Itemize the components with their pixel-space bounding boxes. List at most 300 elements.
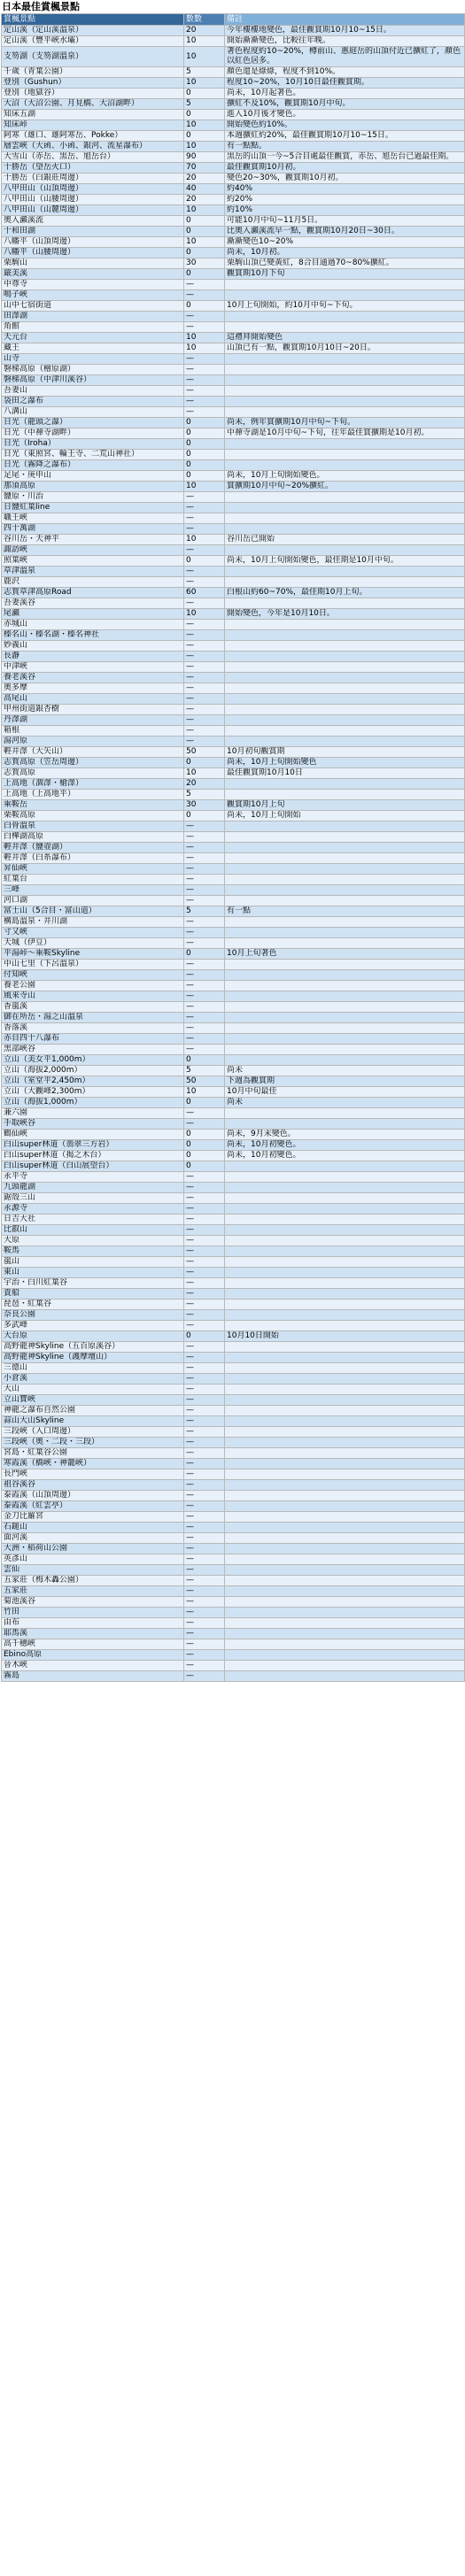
table-row — [2, 1523, 465, 1533]
count-cell: 0 — [184, 1130, 225, 1140]
count-cell: — — [184, 970, 225, 981]
table-row — [2, 1501, 465, 1512]
table-row — [2, 1013, 465, 1023]
table-row — [2, 545, 465, 556]
table-row — [2, 1639, 465, 1650]
spot-cell: 鞍馬 — [2, 1246, 184, 1257]
note-cell — [225, 694, 465, 705]
spot-cell: 鳴子峽 — [2, 290, 184, 301]
table-row — [2, 768, 465, 779]
count-cell: — — [184, 694, 225, 705]
note-cell — [225, 715, 465, 726]
count-cell: 0 — [184, 301, 225, 312]
count-cell: — — [184, 1257, 225, 1268]
spot-cell: 河口湖 — [2, 896, 184, 906]
spot-cell: 神龍之瀑布自然公園 — [2, 1406, 184, 1416]
note-cell — [225, 1013, 465, 1023]
note-cell: 這禮拜開始變色 — [225, 333, 465, 343]
table-row — [2, 269, 465, 280]
count-cell: 10 — [184, 120, 225, 131]
count-cell: 0 — [184, 1098, 225, 1108]
note-cell: 中禪寺湖是10月中旬~下旬，往年最佳賞擴期是10月初。 — [225, 428, 465, 439]
foliage-table — [1, 13, 465, 1682]
note-cell: 程度10~20%，10月10日最佳觀賞期。 — [225, 78, 465, 89]
table-row — [2, 482, 465, 492]
table-row — [2, 1183, 465, 1193]
spot-cell: 紅葉台 — [2, 875, 184, 885]
spot-cell: 大原 — [2, 1236, 184, 1246]
spot-cell: 栗駒山 — [2, 258, 184, 269]
table-row — [2, 1512, 465, 1523]
note-cell — [225, 896, 465, 906]
table-row — [2, 1130, 465, 1140]
table-row — [2, 1310, 465, 1321]
count-cell: — — [184, 1172, 225, 1183]
note-cell: 尚未，10月初。 — [225, 248, 465, 258]
spot-cell: 英彥山 — [2, 1554, 184, 1565]
spot-cell: 中津峽 — [2, 662, 184, 673]
count-cell: 10 — [184, 482, 225, 492]
count-cell: 10 — [184, 535, 225, 545]
count-cell: 5 — [184, 67, 225, 78]
count-cell: — — [184, 1586, 225, 1597]
count-cell: — — [184, 1438, 225, 1448]
table-row — [2, 1608, 465, 1618]
count-cell: 0 — [184, 811, 225, 821]
spot-cell: 鹽原・川治 — [2, 492, 184, 503]
note-cell — [225, 1501, 465, 1512]
note-cell — [225, 1225, 465, 1236]
count-cell: 10 — [184, 768, 225, 779]
spot-cell: 知床五湖 — [2, 110, 184, 120]
table-row — [2, 1108, 465, 1119]
note-cell — [225, 1544, 465, 1554]
header-spot: 賞楓景點 — [2, 14, 184, 26]
note-cell: 開始漸漸變色，比較往年晚。 — [225, 36, 465, 47]
spot-cell: 谷川岳・天神平 — [2, 535, 184, 545]
note-cell: 觀賞期10月下旬 — [225, 269, 465, 280]
spot-cell: 白樺湖高原 — [2, 832, 184, 843]
table-row — [2, 811, 465, 821]
count-cell: — — [184, 1597, 225, 1608]
count-cell: 0 — [184, 556, 225, 567]
spot-cell: 五家莊 — [2, 1586, 184, 1597]
count-cell: — — [184, 1427, 225, 1438]
spot-cell: 四十萬湖 — [2, 524, 184, 535]
spot-cell: 大洲・稻荷山公園 — [2, 1544, 184, 1554]
spot-cell: 立山（海拔2,000m） — [2, 1066, 184, 1076]
count-cell: — — [184, 683, 225, 694]
note-cell — [225, 1448, 465, 1459]
table-row — [2, 652, 465, 662]
note-cell: 最佳觀賞期10月10日 — [225, 768, 465, 779]
spot-cell: 長瀞 — [2, 652, 184, 662]
note-cell — [225, 513, 465, 524]
note-cell — [225, 322, 465, 333]
table-row — [2, 174, 465, 184]
spot-cell: 大雪山（赤岳、黒岳、旭岳台） — [2, 152, 184, 163]
note-cell — [225, 821, 465, 832]
spot-cell: 照葉峽 — [2, 556, 184, 567]
spot-cell: 職王峽 — [2, 513, 184, 524]
table-row — [2, 163, 465, 174]
spot-cell: 御在所岳・湯之山溫泉 — [2, 1013, 184, 1023]
note-cell: 10月上旬開始，約10月中旬~下旬。 — [225, 301, 465, 312]
spot-cell: 嚴美溪 — [2, 269, 184, 280]
spot-cell: 手取峽谷 — [2, 1119, 184, 1130]
count-cell: — — [184, 917, 225, 928]
spot-cell: 祖谷溪谷 — [2, 1480, 184, 1491]
count-cell: — — [184, 853, 225, 864]
table-row — [2, 1034, 465, 1045]
table-row — [2, 460, 465, 471]
count-cell: 10 — [184, 205, 225, 216]
spot-cell: 宮島・紅葉谷公園 — [2, 1448, 184, 1459]
spot-cell: 晉木峽 — [2, 1661, 184, 1671]
count-cell: — — [184, 938, 225, 949]
table-row — [2, 1278, 465, 1289]
spot-cell: 輕井澤（白糸瀑布） — [2, 853, 184, 864]
count-cell: 60 — [184, 588, 225, 598]
note-cell — [225, 375, 465, 386]
spot-cell: 山寺 — [2, 354, 184, 365]
note-cell — [225, 1491, 465, 1501]
note-cell — [225, 1172, 465, 1183]
note-cell — [225, 705, 465, 715]
table-row — [2, 1491, 465, 1501]
spot-cell: 山中七宿街道 — [2, 301, 184, 312]
table-row — [2, 1055, 465, 1066]
note-cell — [225, 885, 465, 896]
count-cell: — — [184, 1225, 225, 1236]
count-cell: — — [184, 1310, 225, 1321]
note-cell — [225, 460, 465, 471]
spot-cell: 長門峽 — [2, 1469, 184, 1480]
spot-cell: 竹田 — [2, 1608, 184, 1618]
count-cell: 0 — [184, 471, 225, 482]
table-row — [2, 492, 465, 503]
note-cell — [225, 853, 465, 864]
count-cell: — — [184, 386, 225, 397]
note-cell — [225, 652, 465, 662]
spot-cell: 天元台 — [2, 333, 184, 343]
note-cell — [225, 928, 465, 938]
count-cell: — — [184, 1384, 225, 1395]
note-cell — [225, 290, 465, 301]
note-cell: 尚未，10月上旬開始變色。 — [225, 471, 465, 482]
spot-cell: 天城（伊豆） — [2, 938, 184, 949]
spot-cell: 雲仙 — [2, 1565, 184, 1576]
note-cell — [225, 1533, 465, 1544]
note-cell — [225, 843, 465, 853]
count-cell: — — [184, 630, 225, 641]
spot-cell: 黑部峽谷 — [2, 1045, 184, 1055]
note-cell: 尚未，9月末變色。 — [225, 1130, 465, 1140]
note-cell — [225, 1406, 465, 1416]
note-cell — [225, 354, 465, 365]
note-cell: 尚未 — [225, 1066, 465, 1076]
count-cell: — — [184, 1608, 225, 1618]
table-row — [2, 1002, 465, 1013]
table-row — [2, 609, 465, 620]
table-row — [2, 875, 465, 885]
spot-cell: 支笏湖（支笏湖溫泉） — [2, 47, 184, 67]
count-cell: — — [184, 1013, 225, 1023]
note-cell — [225, 1183, 465, 1193]
spot-cell: 日光（龍頭之瀑） — [2, 418, 184, 428]
note-cell: 開始變色，今年是10月10日。 — [225, 609, 465, 620]
spot-cell: 白山super林道（揭之木台） — [2, 1151, 184, 1161]
note-cell — [225, 620, 465, 630]
table-row — [2, 397, 465, 407]
note-cell — [225, 1384, 465, 1395]
spot-cell: 高千穗峽 — [2, 1639, 184, 1650]
spot-cell: 鹿沢 — [2, 577, 184, 588]
count-cell: 10 — [184, 237, 225, 248]
count-cell: 0 — [184, 758, 225, 768]
spot-cell: 兼六園 — [2, 1108, 184, 1119]
count-cell: — — [184, 1268, 225, 1278]
spot-cell: 昇仙峽 — [2, 864, 184, 875]
count-cell: — — [184, 1002, 225, 1013]
count-cell: 0 — [184, 1140, 225, 1151]
table-row — [2, 1193, 465, 1204]
table-row — [2, 630, 465, 641]
table-row — [2, 1576, 465, 1586]
spot-cell: 磐梯高原（檜原湖） — [2, 365, 184, 375]
table-row — [2, 1257, 465, 1268]
note-cell — [225, 567, 465, 577]
spot-cell: 富士山（5合目・富山道） — [2, 906, 184, 917]
count-cell: — — [184, 885, 225, 896]
table-row — [2, 556, 465, 567]
count-cell: — — [184, 1661, 225, 1671]
table-row — [2, 524, 465, 535]
spot-cell: 日鹽紅葉line — [2, 503, 184, 513]
note-cell — [225, 1671, 465, 1682]
note-cell — [225, 832, 465, 843]
count-cell: 20 — [184, 26, 225, 36]
note-cell — [225, 1268, 465, 1278]
note-cell — [225, 1459, 465, 1469]
note-cell — [225, 450, 465, 460]
note-cell — [225, 737, 465, 747]
spot-cell: 立山（大觀峰2,300m） — [2, 1087, 184, 1098]
spot-cell: 香嵐溪 — [2, 1002, 184, 1013]
count-cell: 0 — [184, 1161, 225, 1172]
note-cell — [225, 683, 465, 694]
count-cell: 20 — [184, 174, 225, 184]
note-cell — [225, 630, 465, 641]
spot-cell: 日光（東照宮、輪王寺、二荒山神社） — [2, 450, 184, 460]
table-row — [2, 407, 465, 418]
note-cell: 最佳觀賞期10月初。 — [225, 163, 465, 174]
count-cell: — — [184, 513, 225, 524]
note-cell — [225, 1300, 465, 1310]
note-cell — [225, 1278, 465, 1289]
table-row — [2, 1353, 465, 1363]
count-cell: 40 — [184, 184, 225, 195]
table-row — [2, 1066, 465, 1076]
spot-cell: 丹澤湖 — [2, 715, 184, 726]
table-row — [2, 78, 465, 89]
table-row — [2, 567, 465, 577]
table-row — [2, 758, 465, 768]
spot-cell: 高野龍神Skyline（護摩壇山） — [2, 1353, 184, 1363]
spot-cell: 榛名山・榛名湖・榛名神社 — [2, 630, 184, 641]
table-row — [2, 1597, 465, 1608]
note-cell — [225, 1236, 465, 1246]
spot-cell: 登別（Gushun） — [2, 78, 184, 89]
spot-cell: 菊池溪谷 — [2, 1597, 184, 1608]
table-row — [2, 428, 465, 439]
count-cell: — — [184, 652, 225, 662]
note-cell — [225, 492, 465, 503]
table-row — [2, 885, 465, 896]
count-cell: 0 — [184, 949, 225, 960]
spot-cell: 霧島 — [2, 1671, 184, 1682]
note-cell — [225, 1342, 465, 1353]
count-cell: 70 — [184, 163, 225, 174]
note-cell — [225, 1353, 465, 1363]
table-row — [2, 237, 465, 248]
count-cell: — — [184, 1501, 225, 1512]
note-cell: 尚未，10月起著色。 — [225, 89, 465, 99]
spot-cell: 八溝山 — [2, 407, 184, 418]
spot-cell: 志賀草津高原Road — [2, 588, 184, 598]
note-cell: 著色程度約10~20%，樽前山、惠庭岳的山頂付近已擴紅了，顏色以紅色居多。 — [225, 47, 465, 67]
count-cell: 0 — [184, 1055, 225, 1066]
count-cell: — — [184, 673, 225, 683]
spot-cell: 定山溪（豐平峽水壩） — [2, 36, 184, 47]
table-row — [2, 1045, 465, 1055]
count-cell: — — [184, 1459, 225, 1469]
count-cell: — — [184, 1215, 225, 1225]
note-cell — [225, 1523, 465, 1533]
spot-cell: 湯河原 — [2, 737, 184, 747]
count-cell: — — [184, 1565, 225, 1576]
count-cell: — — [184, 1246, 225, 1257]
table-row — [2, 312, 465, 322]
table-row — [2, 1342, 465, 1353]
note-cell — [225, 1618, 465, 1629]
spot-cell: 輕井澤（大矢山） — [2, 747, 184, 758]
count-cell: 20 — [184, 779, 225, 790]
table-row — [2, 1480, 465, 1491]
count-cell: — — [184, 1108, 225, 1119]
note-cell: 本週擴紅約20%，最佳觀賞期10月10~15日。 — [225, 131, 465, 142]
table-row — [2, 715, 465, 726]
spot-cell: 那須高原 — [2, 482, 184, 492]
table-row — [2, 981, 465, 991]
table-row — [2, 1289, 465, 1300]
note-cell — [225, 1512, 465, 1523]
count-cell: — — [184, 864, 225, 875]
table-row — [2, 620, 465, 630]
note-cell — [225, 1608, 465, 1618]
note-cell — [225, 1629, 465, 1639]
note-cell — [225, 1002, 465, 1013]
spot-cell: 足尾・庚申山 — [2, 471, 184, 482]
spot-cell: 角館 — [2, 322, 184, 333]
table-row — [2, 991, 465, 1002]
spot-cell: 石鎚山 — [2, 1523, 184, 1533]
note-cell — [225, 1554, 465, 1565]
note-cell — [225, 386, 465, 397]
spot-cell: 吾妻山 — [2, 386, 184, 397]
spot-cell: 由布 — [2, 1618, 184, 1629]
spot-cell: 東山 — [2, 1268, 184, 1278]
spot-cell: 尾瀨 — [2, 609, 184, 620]
table-row — [2, 386, 465, 397]
table-row — [2, 152, 465, 163]
count-cell: — — [184, 1204, 225, 1215]
count-cell: — — [184, 843, 225, 853]
table-row — [2, 301, 465, 312]
table-row — [2, 747, 465, 758]
count-cell: — — [184, 290, 225, 301]
count-cell: 10 — [184, 609, 225, 620]
table-row — [2, 131, 465, 142]
count-cell: 10 — [184, 343, 225, 354]
table-row — [2, 800, 465, 811]
count-cell: 0 — [184, 131, 225, 142]
spot-cell: 鋸殼三山 — [2, 1193, 184, 1204]
table-row — [2, 970, 465, 981]
page-title: 日本最佳賞楓景點 — [2, 1, 80, 12]
note-cell — [225, 1416, 465, 1427]
count-cell: — — [184, 991, 225, 1002]
spot-cell: 立山（美女平1,000m） — [2, 1055, 184, 1066]
table-row — [2, 1661, 465, 1671]
note-cell: 谷川岳已開始 — [225, 535, 465, 545]
count-cell: — — [184, 641, 225, 652]
count-cell: — — [184, 981, 225, 991]
spot-cell: 十勝岳（望岳火口） — [2, 163, 184, 174]
note-cell: 有一點 — [225, 906, 465, 917]
table-row — [2, 184, 465, 195]
count-cell: — — [184, 1374, 225, 1384]
note-cell — [225, 960, 465, 970]
table-row — [2, 790, 465, 800]
spot-cell: 構島溫泉・井川湖 — [2, 917, 184, 928]
note-cell: 尚未，例年賞擴期10月中旬~下旬。 — [225, 418, 465, 428]
count-cell: 10 — [184, 1087, 225, 1098]
spot-cell: 志賀高原 — [2, 768, 184, 779]
table-row — [2, 1023, 465, 1034]
table-row — [2, 1300, 465, 1310]
count-cell: — — [184, 598, 225, 609]
note-cell — [225, 1469, 465, 1480]
count-cell: — — [184, 354, 225, 365]
spot-cell: 吾妻溪谷 — [2, 598, 184, 609]
table-row — [2, 1533, 465, 1544]
spot-cell: 磐梯高原（中津川溪谷） — [2, 375, 184, 386]
table-row — [2, 110, 465, 120]
table-row — [2, 1374, 465, 1384]
table-row — [2, 906, 465, 917]
count-cell: 50 — [184, 1076, 225, 1087]
count-cell: — — [184, 1300, 225, 1310]
note-cell: 尚未，10月初變色。 — [225, 1151, 465, 1161]
table-row — [2, 588, 465, 598]
note-cell: 10月上旬著色 — [225, 949, 465, 960]
spot-cell: 泰霞溪（紅雲亭） — [2, 1501, 184, 1512]
table-row — [2, 290, 465, 301]
table-row — [2, 322, 465, 333]
count-cell: — — [184, 492, 225, 503]
spot-cell: 奧入瀨溪流 — [2, 216, 184, 227]
